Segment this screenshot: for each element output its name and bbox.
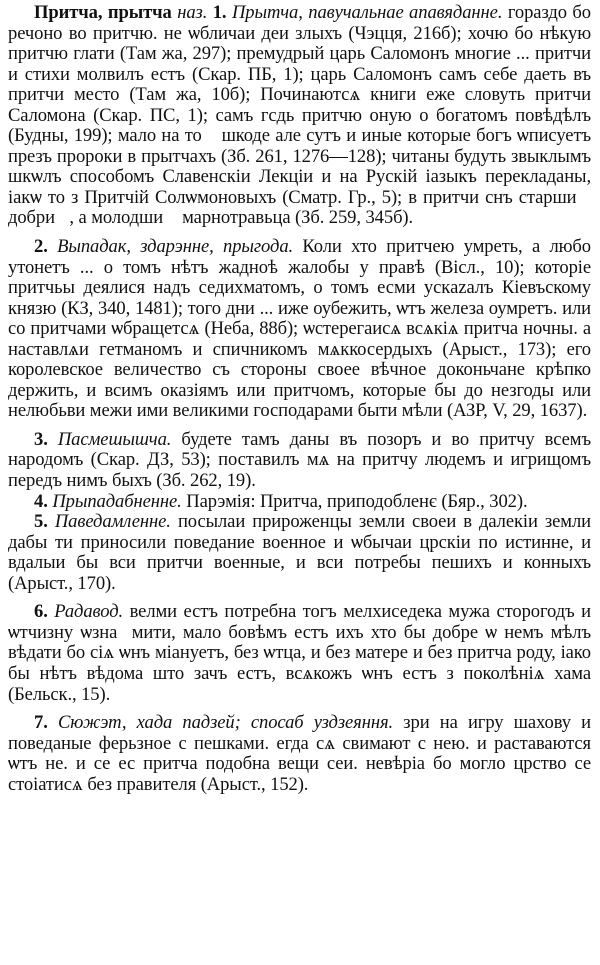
sense-gloss: Прыпадабненне. bbox=[52, 490, 182, 512]
sense-number: 5. bbox=[34, 511, 48, 533]
dictionary-entry-sense-1 bbox=[8, 3, 591, 229]
sense-number: 4. bbox=[34, 490, 48, 512]
sense-number: 1. bbox=[212, 2, 227, 23]
sense-citations: велми естъ потребна тогъ мелхиседека мужа сторогодъ и ѡтчизну ѡзнаⷭмити, мало бовѣмъ естъ ихъ хто бы добре ѡ немъ мѣлъ вѣдати бо сіѧ ѡнъ міануетъ, без ѡтца, и без матере и без притча роду, іако бы нѣтъ вѣдома што зачъ естъ, всѧкожъ ѡнъ естъ з поколѣніѧ хама (Бельск., 15). bbox=[8, 601, 591, 705]
sense-gloss: Выпадак, здарэнне, прыгода. bbox=[57, 236, 294, 258]
sense-gloss: Прытча, павучальнае апавяданне. bbox=[231, 2, 503, 23]
dictionary-sense-5 bbox=[8, 512, 591, 594]
sense-citations: Коли хто притчею умреть, а любо утонетъ ... о томъ нѣтъ жадноѣ жалобы у правѣ (Bicл., 10); которіе притчьы деялися надъ седихматомъ, о томъ есми ускazалъ Кіевъскому князю (КЗ, 340, 1481); того дни ... иже оубежить, ѡтъ железа оумретъ. или со притчами ѡбращетсѧ (Неба, 88б); ѡстерегаисѧ всѧкіѧ притча ночны. а наставлѧи гетманомъ и спичникомъ мѧккосердыхъ (Арыст., 173); его королевское величество съ стороны своее вѣчное доконьчане крѣпко держить, и всимъ оказіямъ или притчомъ, которые бы до незгоды или нелюбьви межи ими великими господарами быти мѣли (АЗР, V, 29, 1637). bbox=[8, 236, 591, 422]
sense-citations: Парэмія: Притча, приподобленє (Бяр., 302). bbox=[186, 490, 528, 512]
sense-citations: посылаи прироженцы земли своеи в далекіи земли дабы ти приносили поведание военное и ѡбычаи црскіи по истинне, и вдалыи бы вси притчи военные, и вси потребы пешихъ и конныхъ (Арыст., 170). bbox=[8, 511, 591, 594]
sense-citations: зри на игру шахову и поведаные ферьзное с пешками. егда сѧ свимают с нею. и раставаются ѡтъ не. и се ес притча подобна вещи сеи. невѣріа бо могло црство се стоіатисѧ без правителя (Арыст., 152). bbox=[8, 712, 591, 795]
dictionary-sense-6 bbox=[8, 602, 591, 705]
dictionary-sense-4 bbox=[8, 492, 591, 513]
sense-number: 7. bbox=[34, 712, 48, 734]
entry-headword: Притча, прытча bbox=[34, 2, 172, 23]
sense-number: 6. bbox=[34, 601, 48, 623]
sense-gloss: Пасмешышча. bbox=[57, 428, 172, 450]
sense-gloss: Радавод. bbox=[54, 601, 124, 623]
dictionary-sense-3 bbox=[8, 430, 591, 492]
dictionary-sense-2 bbox=[8, 237, 591, 422]
sense-gloss: Сюжэт, хада падзей; спосаб уздзеяння. bbox=[57, 712, 394, 734]
sense-citations: гораздо бо речоно во притчю. не ѡбличаи деи злыхъ (Чэцця, 216б); хочю бо нѣкую притчю глати (Там жа, 297); премудрый царь Саломонъ многие ... притчи и стихи молвилъ естъ (Скар. ПБ, 1); царь Саломонъ самъ себе даеть въ притчи место (Там жа, 10б); Починаютсѧ книги еже словуть притчи Саломона (Скар. ПС, 1); самъ гсдь притчю оную о богатомъ повѣдѣлъ (Будны, 199); мало на тоⷭ шкоде але сутъ и иные которые богъ ѡписуетъ презъ пророки в прытчахъ (Зб. 261, 1276—128); читаны будуть звыклымъ шкѡлъ способомъ Славенскіи Лекціи и на Рускій іазыкъ перекладаны, іакѡ то з Притчій Солѡмоновыхъ (Сматр. Гр., 5); в притчи снъ старшиⷭ добриⷭ, а молодшиⷭ марнотравьца (Зб. 259, 345б). bbox=[8, 2, 591, 229]
sense-citations: будете тамъ даны въ позоръ и во притчу всемъ народомъ (Скар. ДЗ, 53); поставилъ мѧ на притчу людемъ и игрищомъ передъ нимъ быхъ (Зб. 262, 19). bbox=[8, 428, 591, 492]
sense-number: 3. bbox=[34, 428, 48, 450]
sense-gloss: Паведамленне. bbox=[54, 511, 171, 533]
dictionary-sense-7 bbox=[8, 713, 591, 795]
part-of-speech: наз. bbox=[177, 2, 208, 23]
sense-number: 2. bbox=[34, 236, 48, 258]
